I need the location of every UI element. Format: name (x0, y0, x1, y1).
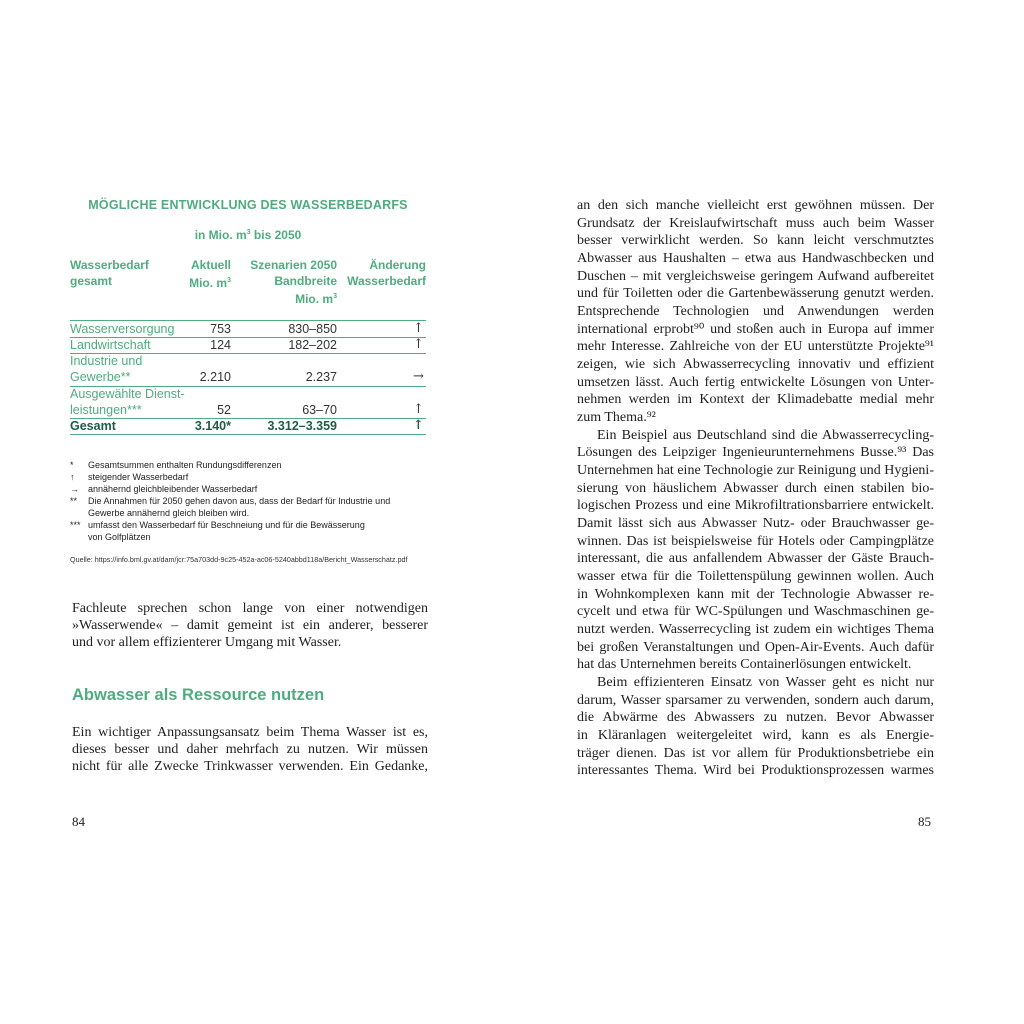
paragraph-line: darum, Wasser sparsamer zu verwenden, sondern auch darum, (577, 692, 934, 708)
paragraph-line: Abwasser aus Haushalten – etwa aus Handwaschbecken und (577, 251, 934, 266)
row-label: Ausgewählte Dienst- leistungen*** (70, 387, 185, 418)
paragraph-line: in Wohnkomplexen kann mit der Technologie Abwasser re- (577, 586, 934, 602)
paragraph-line: träger dienen. Das ist vor allem für Produktionsbetriebe ein (577, 745, 934, 761)
paragraph-line: Damit lässt sich aus Abwasser Nutz- oder Brauchwasser ge- (577, 516, 934, 532)
paragraph-line: nicht für alle Zwecke Trinkwasser verwenden. Ein Gedanke, (72, 759, 428, 774)
paragraph-line: international erprobt⁹⁰ und stoßen auch in Europa auf immer (577, 321, 934, 337)
paragraph-line: in Kläranlagen weitergeleitet wird, kann es als Energie- (577, 728, 934, 744)
paragraph-line: Entsprechende Technologien und Anwendungen werden (577, 304, 934, 319)
paragraph-line: Duschen – mit vergleichsweise geringem Aufwand aufbereitet (577, 268, 934, 284)
paragraph-line: interessant, die aus anfallendem Abwasser der Gäste Brauch- (577, 551, 934, 567)
paragraph-line: cycelt und etwa für WC-Spülungen und Waschmaschinen ge- (577, 604, 934, 620)
row-range: 63–70 (302, 403, 337, 417)
paragraph-line: Unternehmen hat eine Technologie zur Reinigung und Hygieni- (577, 463, 934, 479)
arrow-right-icon: → (413, 369, 424, 384)
paragraph-line: logischen Prozess und eine Mikrofiltrationsbarriere entwickelt. (577, 498, 934, 514)
row-range: 2.237 (305, 370, 337, 384)
paragraph-line: Ein wichtiger Anpassungsansatz beim Thema Wasser ist es, (72, 725, 428, 740)
header-demand: Wasserbedarf gesamt (70, 258, 149, 288)
paragraph-line: sierung von häuslichem Abwasser durch einen stabilen bio- (577, 480, 934, 496)
row-current: 124 (210, 338, 231, 352)
paragraph-line: Beim effizienteren Einsatz von Wasser geht es nicht nur (597, 675, 934, 691)
header-current: Aktuell Mio. $m^3$ (189, 258, 231, 290)
row-label: Wasserversorgung (70, 322, 175, 336)
paragraph-line: zum Thema.⁹² (577, 410, 656, 425)
paragraph-line: mehr Interesse. Zahlreiche von der EU unterstützte Projekte⁹¹ (577, 339, 934, 355)
row-current: 753 (210, 322, 231, 336)
page-number-left: 84 (72, 814, 85, 829)
paragraph-line: und für Toiletten oder die Gartenbewässerung genutzt werden. (577, 286, 934, 302)
header-change: Änderung Wasserbedarf (347, 258, 426, 288)
row-range: 830–850 (288, 322, 337, 336)
arrow-up-icon: ↑ (413, 418, 424, 433)
paragraph-line: und vor allem effizienterer Umgang mit Wasser. (72, 635, 342, 650)
page-number-right: 85 (918, 814, 931, 829)
paragraph-line: Fachleute sprechen schon lange von einer notwendigen (72, 601, 428, 616)
paragraph-line: an den sich manche vielleicht erst gewöhnen müssen. Der (577, 198, 934, 213)
header-scenarios: Szenarien 2050 Bandbreite Mio. $m^3$ (250, 258, 337, 306)
paragraph-line: zeigen, wie sich Abwasserrecycling innovativ und effizient (577, 357, 934, 372)
arrow-up-icon: ↑ (413, 337, 424, 352)
paragraph-line: Ein Beispiel aus Deutschland sind die Abwasserrecycling- (597, 427, 934, 443)
paragraph-line: Grundsatz der Kreislaufwirtschaft muss auch beim Wasser (577, 215, 934, 231)
paragraph-line: besser verwirklicht werden. So kann leicht verschmutztes (577, 233, 934, 249)
row-current: 52 (217, 403, 231, 417)
total-label: Gesamt (70, 419, 116, 433)
total-range: 3.312–3.359 (267, 419, 337, 433)
section-heading: Abwasser als Ressource nutzen (72, 686, 325, 704)
row-range: 182–202 (288, 338, 337, 352)
paragraph-line: umsetzen lässt. Auch fertig entwickelte Lösungen von Unter- (577, 374, 934, 390)
paragraph-line: nehmen werden im Kontext der Klimadebatte medial mehr (577, 392, 934, 408)
paragraph-line: Lösungen des Leipziger Ingenieurunternehmens Busse.⁹³ Das (577, 445, 934, 461)
paragraph-line: wasser etwa für die Toilettenspülung gewinnen wollen. Auch (577, 569, 934, 585)
paragraph-line: dieses besser und daher mehrfach zu nutzen. Wir müssen (72, 742, 428, 757)
source-line: Quelle: https://info.bml.gv.at/dam/jcr:75a703dd-9c25-452a-ac06-5240abbd118a/Bericht_Wasserschatz.pdf (70, 555, 408, 564)
paragraph-line: bei großen Veranstaltungen und Open-Air-Events. Auch dafür (577, 639, 934, 655)
row-current: 2.210 (199, 370, 231, 384)
arrow-up-icon: ↑ (413, 402, 424, 417)
paragraph-line: interessantes Thema. Wird bei Produktionsprozessen warmes (577, 763, 934, 779)
paragraph-line: die Abwärme des Abwassers zu nutzen. Bevor Abwasser (577, 710, 934, 726)
row-label: Industrie und Gewerbe** (70, 354, 143, 385)
arrow-up-icon: ↑ (413, 321, 424, 336)
paragraph-line: nutzt werden. Wasserrecycling ist zudem ein wichtiges Thema (577, 622, 934, 638)
paragraph-line: winnen. Das ist beispielsweise für Hotels oder Campingplätze (577, 533, 934, 549)
table-title: MÖGLICHE ENTWICKLUNG DES WASSERBEDARFS (88, 198, 408, 212)
table-unit: in Mio. $m^3$ bis 2050 (194, 228, 302, 242)
row-label: Landwirtschaft (70, 338, 151, 352)
total-current: 3.140* (194, 419, 231, 433)
paragraph-line: hat das Unternehmen bereits Containerlösungen entwickelt. (577, 657, 912, 673)
paragraph-line: »Wasserwende« – damit gemeint ist ein anderer, besserer (72, 618, 428, 633)
